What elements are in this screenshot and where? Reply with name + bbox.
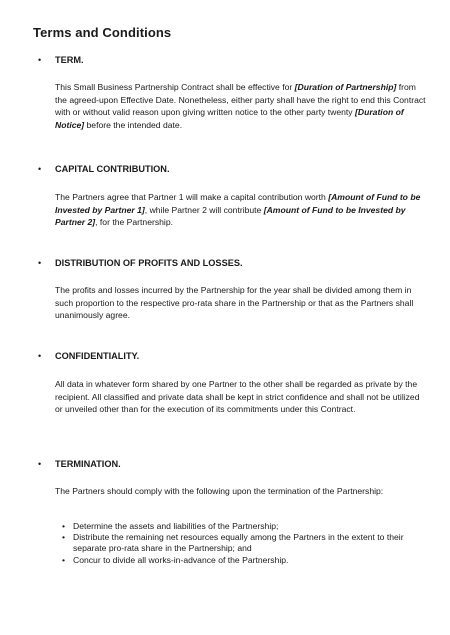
document-title: Terms and Conditions xyxy=(33,25,172,40)
placeholder-field: [Amount of Fund to be Invested by Partner 1] xyxy=(55,192,421,215)
list-item: • Distribute the remaining net resources equally among the Partners in the extent to their separate pro-rata share in the Partnership; and xyxy=(62,532,404,554)
bullet-marker: • xyxy=(62,521,66,531)
section-heading: CONFIDENTIALITY. xyxy=(55,351,140,361)
bullet-marker: • xyxy=(38,258,42,268)
placeholder-field: [Duration of Partnership] xyxy=(294,82,397,92)
placeholder-field: [Amount of Fund to be Invested by Partner 2] xyxy=(55,204,406,227)
bullet-marker: • xyxy=(62,554,66,565)
section-body: The Partners agree that Partner 1 will make a capital contribution worth [Amount of Fund to be Invested by Partner 1], while Partner 2 will contribute [Amount of Fund to be Invested by Partner 2], for the Partnership. xyxy=(55,192,421,227)
bullet-marker: • xyxy=(38,55,42,65)
section-heading: DISTRIBUTION OF PROFITS AND LOSSES. xyxy=(55,258,243,268)
section-heading: TERM. xyxy=(55,55,84,65)
section-body: All data in whatever form shared by one Partner to the other shall be regarded as private by the recipient. All classified and private data shall be kept in strict confidence and shall not be utilized or unveiled other than for the execution of its commitments under this Contract. xyxy=(55,379,420,414)
section-body: The profits and losses incurred by the Partnership for the year shall be divided among them in such proportion to the respective pro-rata share in the Partnership or that as the Partners shall unanimously agree. xyxy=(55,285,414,320)
bullet-marker: • xyxy=(38,164,42,174)
section-heading: CAPITAL CONTRIBUTION. xyxy=(55,164,170,174)
list-item: • Concur to divide all works-in-advance of the Partnership. xyxy=(62,554,289,565)
section-body: The Partners should comply with the following upon the termination of the Partnership: xyxy=(55,486,384,496)
bullet-marker: • xyxy=(62,532,66,543)
list-item: • Determine the assets and liabilities of the Partnership; xyxy=(62,521,279,531)
section-heading: TERMINATION. xyxy=(55,459,121,469)
section-body: This Small Business Partnership Contract shall be effective for [Duration of Partnership] from the agreed-upon Effective Date. Nonetheless, either party shall have the right to end this Contract with or without valid reason upon giving written notice to the other party twenty [Duration of Notice] before the intended date. xyxy=(55,82,426,130)
placeholder-field: [Duration of Notice] xyxy=(55,107,404,130)
bullet-marker: • xyxy=(38,351,42,361)
bullet-marker: • xyxy=(38,459,42,469)
termination-sublist xyxy=(62,521,426,566)
